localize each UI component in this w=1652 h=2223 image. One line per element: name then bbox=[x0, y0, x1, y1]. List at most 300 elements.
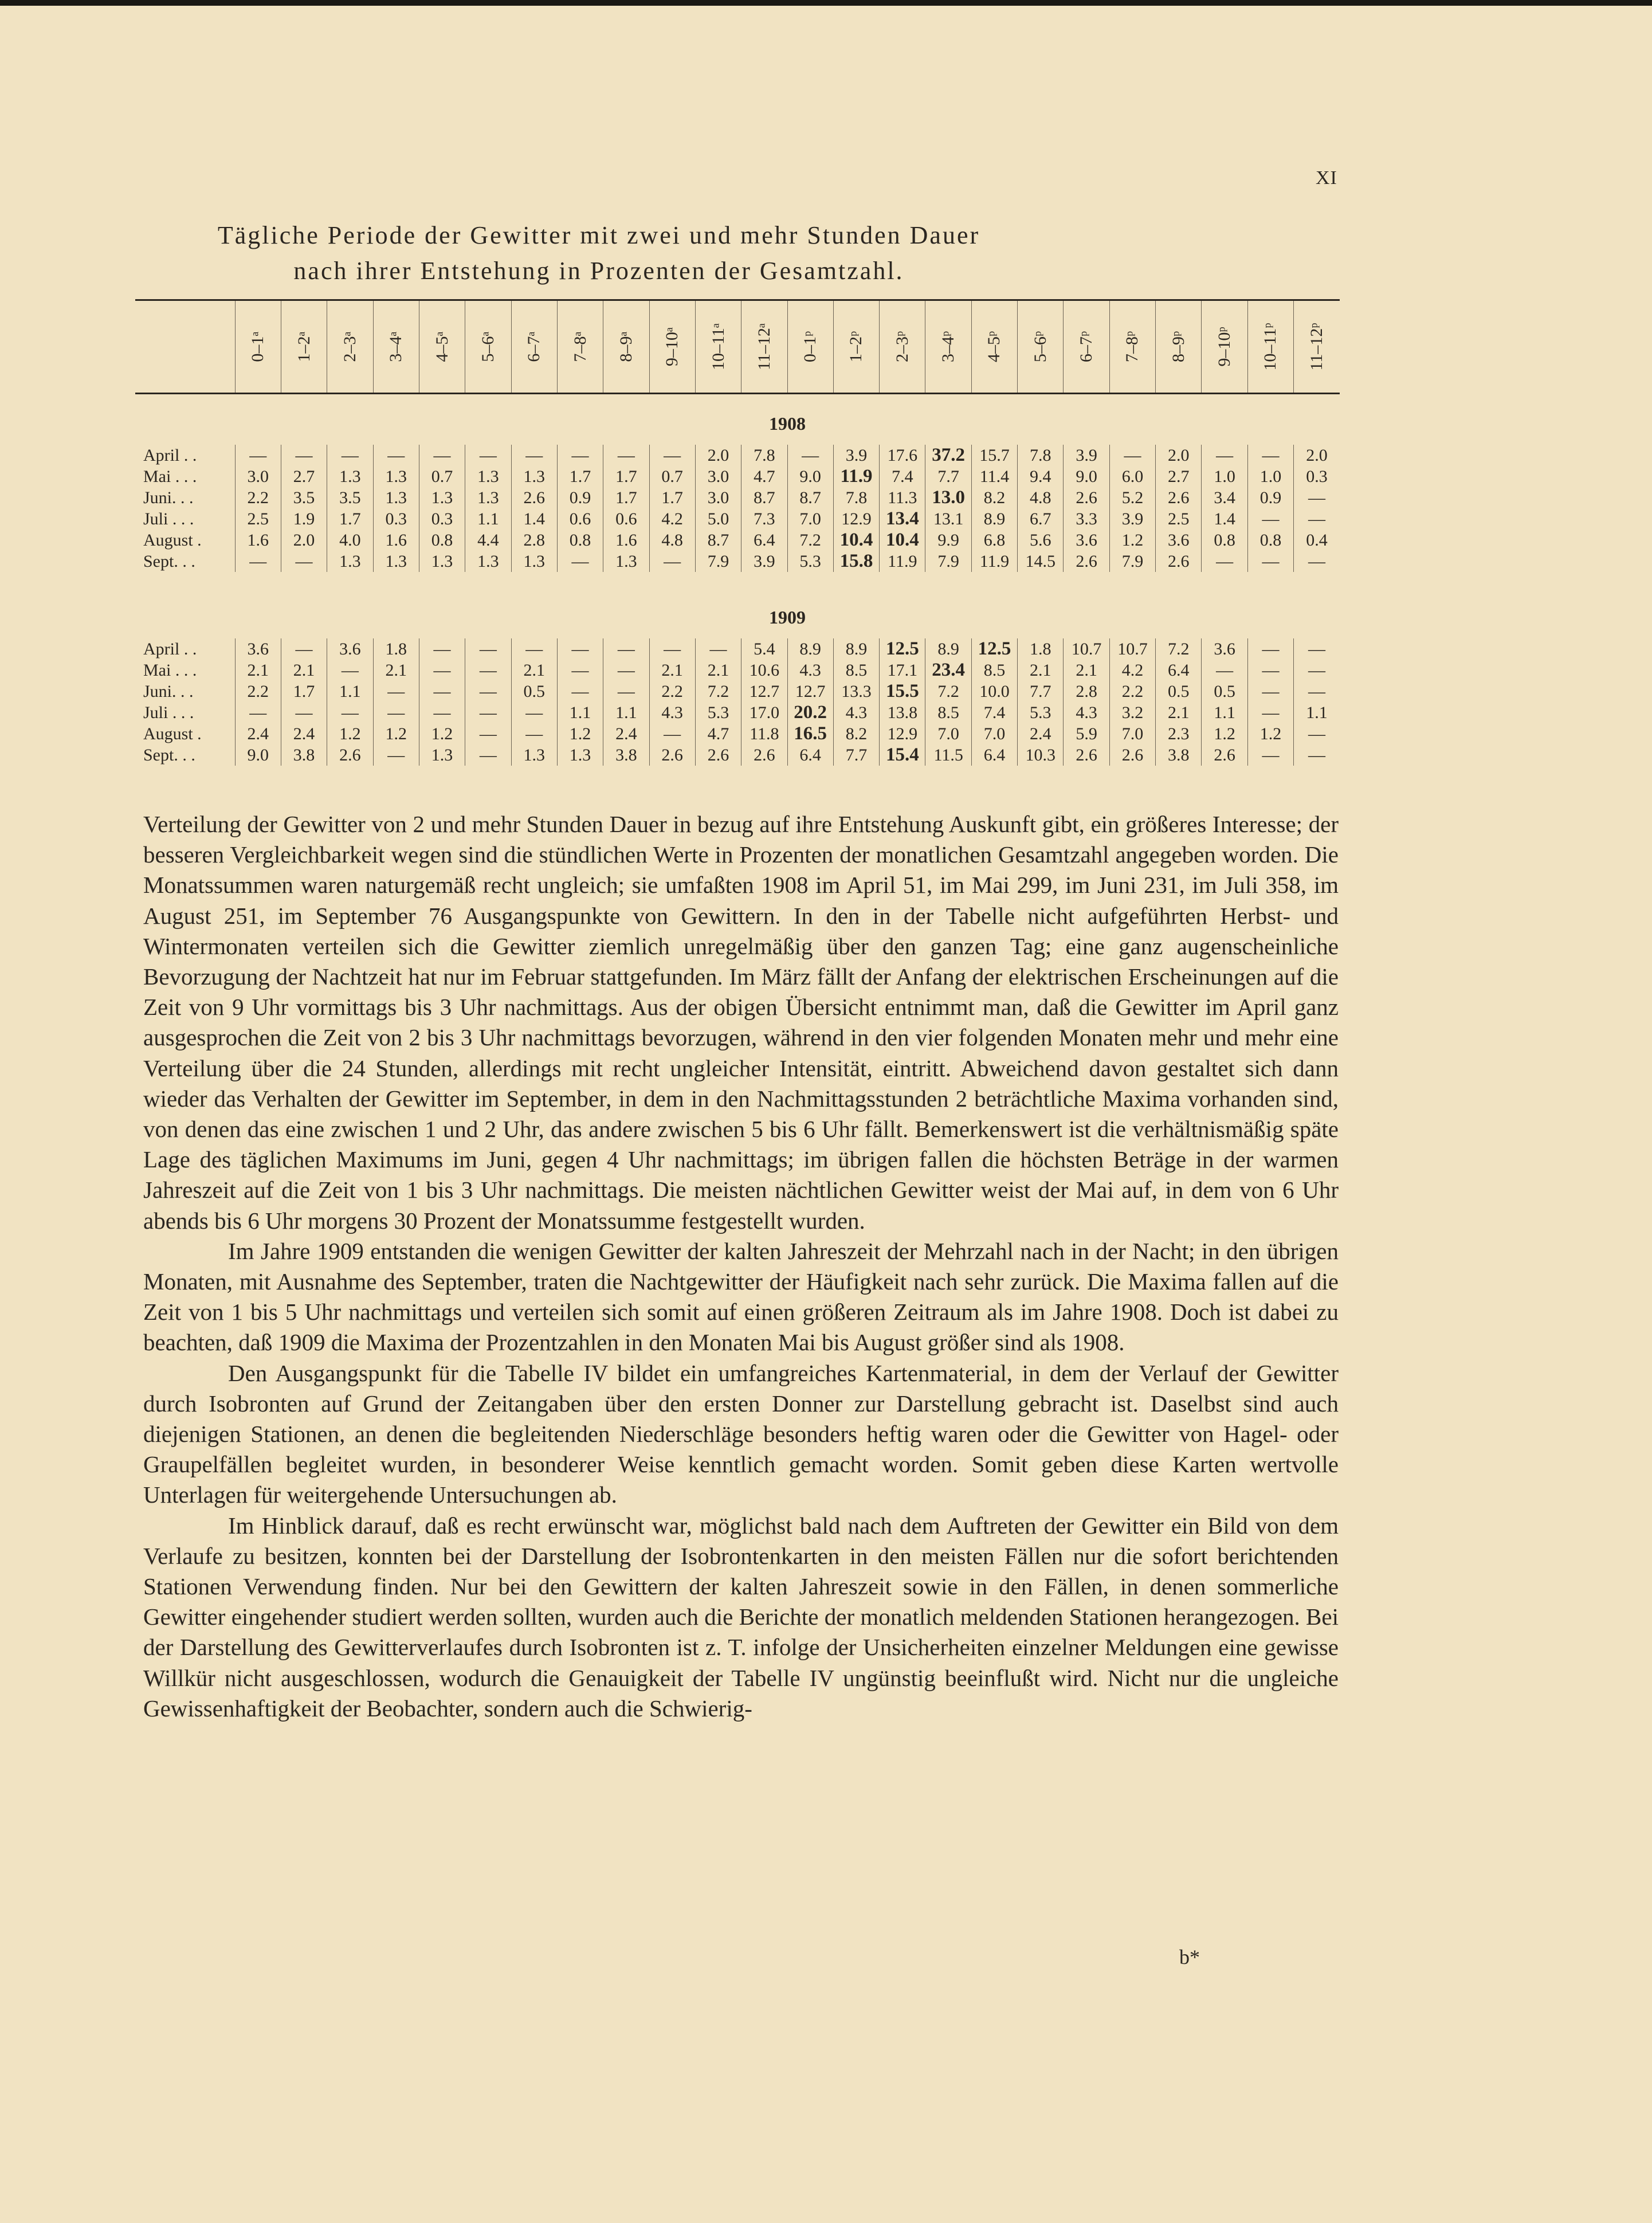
table-cell: 1.0 bbox=[1202, 466, 1247, 487]
table-cell: 5.4 bbox=[741, 638, 787, 660]
table-cell: 11.3 bbox=[880, 487, 925, 508]
table-cell: 15.4 bbox=[880, 744, 925, 766]
year-heading: 1909 bbox=[769, 606, 806, 628]
table-cell: 2.2 bbox=[1109, 681, 1155, 702]
month-label: Juli . . . bbox=[143, 703, 194, 722]
table-cell: 1.8 bbox=[1018, 638, 1064, 660]
table-cell: 1.1 bbox=[603, 702, 649, 723]
table-cell: 7.9 bbox=[1109, 551, 1155, 572]
table-cell: 1.4 bbox=[1202, 508, 1247, 530]
table-cell: 1.3 bbox=[557, 744, 603, 766]
table-cell: 2.6 bbox=[1109, 744, 1155, 766]
table-cell: 37.2 bbox=[925, 445, 971, 466]
table-cell: 6.0 bbox=[1109, 466, 1155, 487]
table-cell: 2.1 bbox=[649, 660, 695, 681]
table-row bbox=[135, 487, 1340, 508]
table-cell: 2.6 bbox=[741, 744, 787, 766]
table-cell: 2.0 bbox=[1156, 445, 1202, 466]
table-cell: 2.2 bbox=[235, 681, 281, 702]
table-cell: — bbox=[511, 723, 557, 744]
table-cell: 11.4 bbox=[971, 466, 1017, 487]
table-cell: 1.3 bbox=[419, 551, 465, 572]
table-cell: 8.9 bbox=[833, 638, 879, 660]
table-title-line-2: nach ihrer Entstehung in Prozenten der Gesamtzahl. bbox=[293, 257, 904, 285]
table-cell: 3.6 bbox=[327, 638, 373, 660]
table-cell: — bbox=[281, 702, 327, 723]
table-cell: 1.3 bbox=[511, 744, 557, 766]
column-header bbox=[281, 300, 327, 394]
table-cell: 10.0 bbox=[971, 681, 1017, 702]
table-cell: — bbox=[465, 681, 511, 702]
table-cell: 10.4 bbox=[833, 530, 879, 551]
month-label: August . bbox=[143, 531, 202, 550]
table-cell: 7.4 bbox=[971, 702, 1017, 723]
table-cell: 2.5 bbox=[1156, 508, 1202, 530]
table-cell: 2.1 bbox=[1156, 702, 1202, 723]
table-cell: 12.5 bbox=[880, 638, 925, 660]
table-cell: 1.3 bbox=[373, 466, 419, 487]
table-cell: 1.2 bbox=[557, 723, 603, 744]
table-cell: 7.0 bbox=[787, 508, 833, 530]
table-cell: — bbox=[1247, 551, 1293, 572]
table-cell: 4.7 bbox=[695, 723, 741, 744]
table-cell: 13.0 bbox=[925, 487, 971, 508]
table-cell: 11.9 bbox=[971, 551, 1017, 572]
table-cell: 3.8 bbox=[1156, 744, 1202, 766]
header-corner bbox=[135, 300, 235, 394]
column-header-label: 8–9ᵖ bbox=[1168, 331, 1188, 363]
table-cell: 3.8 bbox=[281, 744, 327, 766]
table-cell: 7.0 bbox=[925, 723, 971, 744]
table-cell: 8.5 bbox=[971, 660, 1017, 681]
table-cell: 6.4 bbox=[1156, 660, 1202, 681]
table-cell: 2.6 bbox=[1156, 551, 1202, 572]
table-cell: 3.0 bbox=[695, 487, 741, 508]
table-cell: 0.9 bbox=[1247, 487, 1293, 508]
table-cell: 3.8 bbox=[603, 744, 649, 766]
column-header-label: 3–4ᵃ bbox=[386, 331, 406, 362]
table-cell: 1.7 bbox=[649, 487, 695, 508]
table-cell: 7.7 bbox=[833, 744, 879, 766]
table-cell: 15.8 bbox=[833, 551, 879, 572]
table-cell: — bbox=[511, 445, 557, 466]
table-cell: — bbox=[281, 638, 327, 660]
table-cell: — bbox=[1109, 445, 1155, 466]
table-cell: 2.1 bbox=[1018, 660, 1064, 681]
table-cell: 1.7 bbox=[603, 487, 649, 508]
month-label: Juli . . . bbox=[143, 509, 194, 528]
table-row bbox=[135, 744, 1340, 766]
month-label: Sept. . . bbox=[143, 746, 195, 764]
table-cell: 1.3 bbox=[327, 466, 373, 487]
table-cell: 1.3 bbox=[373, 551, 419, 572]
table-cell: 5.3 bbox=[695, 702, 741, 723]
table-cell: — bbox=[235, 702, 281, 723]
table-cell: 14.5 bbox=[1018, 551, 1064, 572]
table-cell: 11.9 bbox=[833, 466, 879, 487]
table-cell: — bbox=[787, 445, 833, 466]
table-cell: — bbox=[235, 551, 281, 572]
table-cell: 2.6 bbox=[1064, 551, 1109, 572]
table-cell: — bbox=[1202, 445, 1247, 466]
month-label: April . . bbox=[143, 640, 197, 658]
body-text bbox=[143, 809, 1339, 1724]
table-cell: 5.3 bbox=[1018, 702, 1064, 723]
table-row bbox=[135, 702, 1340, 723]
table-cell: 6.8 bbox=[971, 530, 1017, 551]
table-cell: — bbox=[419, 681, 465, 702]
table-cell: 2.6 bbox=[695, 744, 741, 766]
table-row bbox=[135, 681, 1340, 702]
table-cell: 1.3 bbox=[465, 466, 511, 487]
table-cell: — bbox=[327, 702, 373, 723]
paragraph-1: Verteilung der Gewitter von 2 und mehr Stunden Dauer in bezug auf ihre Entstehung Auskunft gibt, ein größeres Interesse; der besseren Vergleichbarkeit wegen sind die stündlichen Werte in Prozenten der monatlichen Gesamtzahl angegeben worden. Die Monatssummen waren naturgemäß recht ungleich; sie umfaßten 1908 im April 51, im Mai 299, im Juni 231, im Juli 358, im August 251, im September 76 Ausgangspunkte von Gewittern. In den in der Tabelle nicht aufgeführten Herbst- und Wintermonaten verteilen sich die Gewitter ziemlich unregelmäßig über den ganzen Tag; eine ganz augenscheinliche Bevorzugung der Nachtzeit hat nur im Februar stattgefunden. Im März fällt der Anfang der elektrischen Erscheinungen auf die Zeit von 9 Uhr vormittags bis 3 Uhr nachmittags. Aus der obigen Übersicht entnimmt man, daß die Gewitter im April ganz ausgesprochen die Zeit von 2 bis 3 Uhr nachmittags bevorzugen, während in den vier folgenden Monaten mehr und mehr eine Verteilung über die 24 Stunden, allerdings mit recht ungleicher Intensität, eintritt. Abweichend davon gestaltet sich dann wieder das Verhalten der Gewitter im September, in dem in den Nachmittagsstunden 2 beträchtliche Maxima vorhanden sind, von denen das eine zwischen 1 und 2 Uhr, das andere zwischen 5 bis 6 Uhr fällt. Bemerkenswert ist die verhältnismäßig späte Lage des täglichen Maximums im Juni, gegen 4 Uhr nachmittags; im übrigen fallen die höchsten Beträge in der warmen Jahreszeit auf die Zeit von 1 bis 3 Uhr nachmittags. Die meisten nächtlichen Gewitter weist der Mai auf, in dem von 6 Uhr abends bis 6 Uhr morgens 30 Prozent der Monatssumme festgestellt wurden. bbox=[143, 811, 1339, 1234]
table-cell: 2.1 bbox=[511, 660, 557, 681]
table-cell: 0.7 bbox=[649, 466, 695, 487]
table-cell: 8.5 bbox=[833, 660, 879, 681]
month-label: Mai . . . bbox=[143, 467, 197, 486]
month-label: Juni. . . bbox=[143, 488, 194, 507]
column-header bbox=[1247, 300, 1293, 394]
table-cell: 3.4 bbox=[1202, 487, 1247, 508]
column-header-label: 8–9ᵃ bbox=[616, 331, 635, 362]
table-cell: 7.7 bbox=[1018, 681, 1064, 702]
table-cell: — bbox=[373, 681, 419, 702]
table-cell: 1.3 bbox=[419, 487, 465, 508]
table-cell: 2.0 bbox=[281, 530, 327, 551]
table-row bbox=[135, 530, 1340, 551]
table-cell: — bbox=[419, 445, 465, 466]
table-cell: — bbox=[1202, 551, 1247, 572]
table-cell: — bbox=[281, 445, 327, 466]
table-cell: 7.2 bbox=[787, 530, 833, 551]
table-cell: — bbox=[373, 744, 419, 766]
table-cell: 3.5 bbox=[327, 487, 373, 508]
table-cell: — bbox=[235, 445, 281, 466]
table-cell: 0.3 bbox=[1294, 466, 1340, 487]
table-cell: 8.2 bbox=[971, 487, 1017, 508]
table-cell: 2.6 bbox=[511, 487, 557, 508]
table-cell: 0.3 bbox=[419, 508, 465, 530]
table-cell: 5.0 bbox=[695, 508, 741, 530]
table-cell: 0.5 bbox=[1156, 681, 1202, 702]
table-cell: 10.7 bbox=[1109, 638, 1155, 660]
signature-mark: b* bbox=[1179, 1946, 1200, 1969]
table-cell: — bbox=[465, 744, 511, 766]
table-cell: 2.2 bbox=[649, 681, 695, 702]
table-cell: 4.7 bbox=[741, 466, 787, 487]
table-cell: 8.7 bbox=[695, 530, 741, 551]
column-header-label: 0–1ᵖ bbox=[801, 331, 820, 363]
table-cell: 1.2 bbox=[1202, 723, 1247, 744]
table-cell: — bbox=[465, 702, 511, 723]
table-cell: — bbox=[1247, 660, 1293, 681]
table-cell: — bbox=[511, 702, 557, 723]
table-cell: — bbox=[1294, 744, 1340, 766]
table-cell: 6.4 bbox=[971, 744, 1017, 766]
column-header bbox=[695, 300, 741, 394]
table-cell: 2.1 bbox=[235, 660, 281, 681]
column-header bbox=[557, 300, 603, 394]
table-cell: — bbox=[603, 445, 649, 466]
table-cell: — bbox=[465, 638, 511, 660]
table-cell: — bbox=[603, 681, 649, 702]
table-cell: 1.7 bbox=[281, 681, 327, 702]
column-header-label: 9–10ᵖ bbox=[1215, 327, 1234, 367]
table-cell: 0.3 bbox=[373, 508, 419, 530]
table-row bbox=[135, 445, 1340, 466]
table-cell: 9.4 bbox=[1018, 466, 1064, 487]
table-cell: 7.2 bbox=[1156, 638, 1202, 660]
table-cell: 9.0 bbox=[235, 744, 281, 766]
column-header bbox=[925, 300, 971, 394]
table-cell: 2.4 bbox=[1018, 723, 1064, 744]
table-cell: 2.6 bbox=[1202, 744, 1247, 766]
table-cell: — bbox=[419, 660, 465, 681]
table-cell: 7.4 bbox=[880, 466, 925, 487]
table-cell: 3.9 bbox=[1064, 445, 1109, 466]
table-cell: 2.6 bbox=[1064, 744, 1109, 766]
column-header bbox=[649, 300, 695, 394]
column-header bbox=[511, 300, 557, 394]
table-cell: 1.3 bbox=[373, 487, 419, 508]
table-cell: 0.8 bbox=[1247, 530, 1293, 551]
table-cell: 10.4 bbox=[880, 530, 925, 551]
column-header bbox=[1202, 300, 1247, 394]
table-cell: 1.7 bbox=[557, 466, 603, 487]
table-cell: 16.5 bbox=[787, 723, 833, 744]
table-cell: — bbox=[281, 551, 327, 572]
column-header-label: 6–7ᵃ bbox=[524, 331, 544, 362]
table-cell: 23.4 bbox=[925, 660, 971, 681]
table-cell: 12.7 bbox=[787, 681, 833, 702]
table-cell: 17.0 bbox=[741, 702, 787, 723]
column-header-label: 3–4ᵖ bbox=[939, 331, 958, 363]
table-cell: 9.9 bbox=[925, 530, 971, 551]
column-header-label: 4–5ᵖ bbox=[984, 331, 1004, 363]
paragraph-2: Im Jahre 1909 entstanden die wenigen Gewitter der kalten Jahreszeit der Mehrzahl nach in der Nacht; in den übrigen Monaten, mit Ausnahme des September, traten die Nachtgewitter der Häufigkeit nach sehr zurück. Die Maxima fallen auf die Zeit von 1 bis 5 Uhr nachmittags und verteilen sich somit auf einen größeren Zeitraum als im Jahre 1908. Doch ist dabei zu beachten, daß 1909 die Maxima der Prozentzahlen in den Monaten Mai bis August größer sind als 1908. bbox=[143, 1237, 1339, 1356]
table-cell: 4.8 bbox=[1018, 487, 1064, 508]
year-heading: 1908 bbox=[769, 413, 806, 434]
table-cell: 2.0 bbox=[695, 445, 741, 466]
month-label: Mai . . . bbox=[143, 661, 197, 680]
table-title-line-1: Tägliche Periode der Gewitter mit zwei und mehr Stunden Dauer bbox=[217, 221, 980, 249]
table-cell: — bbox=[465, 660, 511, 681]
table-cell: 4.0 bbox=[327, 530, 373, 551]
table-cell: 1.2 bbox=[1247, 723, 1293, 744]
table-cell: 7.7 bbox=[925, 466, 971, 487]
table-cell: — bbox=[419, 702, 465, 723]
table-cell: 8.7 bbox=[787, 487, 833, 508]
table-cell: 7.9 bbox=[925, 551, 971, 572]
table-cell: 11.5 bbox=[925, 744, 971, 766]
column-header-label: 9–10ᵃ bbox=[662, 327, 682, 367]
table-cell: — bbox=[327, 445, 373, 466]
table-cell: 2.6 bbox=[327, 744, 373, 766]
table-cell: 3.6 bbox=[1202, 638, 1247, 660]
table-cell: 1.6 bbox=[235, 530, 281, 551]
table-cell: 12.9 bbox=[880, 723, 925, 744]
table-cell: 2.1 bbox=[373, 660, 419, 681]
table-cell: — bbox=[1202, 660, 1247, 681]
table-cell: 3.2 bbox=[1109, 702, 1155, 723]
table-cell: 7.9 bbox=[695, 551, 741, 572]
table-cell: 2.0 bbox=[1294, 445, 1340, 466]
table-cell: 7.3 bbox=[741, 508, 787, 530]
table-cell: 1.2 bbox=[373, 723, 419, 744]
table-cell: 3.6 bbox=[235, 638, 281, 660]
month-label: Juni. . . bbox=[143, 682, 194, 701]
table-cell: — bbox=[1294, 551, 1340, 572]
table-cell: 1.3 bbox=[419, 744, 465, 766]
table-cell: 2.1 bbox=[695, 660, 741, 681]
table-cell: 7.0 bbox=[1109, 723, 1155, 744]
month-label: April . . bbox=[143, 446, 197, 465]
table-cell: 4.2 bbox=[649, 508, 695, 530]
table-cell: — bbox=[1247, 702, 1293, 723]
table-cell: 0.4 bbox=[1294, 530, 1340, 551]
table-cell: 13.3 bbox=[833, 681, 879, 702]
table-cell: — bbox=[649, 551, 695, 572]
table-cell: 2.8 bbox=[511, 530, 557, 551]
table-cell: 1.2 bbox=[419, 723, 465, 744]
column-header-label: 1–2ᵃ bbox=[294, 331, 313, 362]
table-cell: — bbox=[419, 638, 465, 660]
table-cell: — bbox=[1247, 681, 1293, 702]
table-cell: 5.9 bbox=[1064, 723, 1109, 744]
table-cell: 13.4 bbox=[880, 508, 925, 530]
year-gap bbox=[135, 572, 1340, 588]
table-cell: — bbox=[1294, 723, 1340, 744]
table-cell: 7.0 bbox=[971, 723, 1017, 744]
table-cell: — bbox=[1247, 638, 1293, 660]
table-cell: — bbox=[603, 660, 649, 681]
table-cell: — bbox=[1247, 508, 1293, 530]
column-header-label: 7–8ᵃ bbox=[570, 331, 590, 362]
column-header-label: 2–3ᵃ bbox=[340, 331, 359, 362]
column-header bbox=[419, 300, 465, 394]
table-cell: — bbox=[373, 445, 419, 466]
table-cell: — bbox=[511, 638, 557, 660]
table-cell: 15.7 bbox=[971, 445, 1017, 466]
table-cell: 5.3 bbox=[787, 551, 833, 572]
table-cell: 2.6 bbox=[649, 744, 695, 766]
table-cell: 1.3 bbox=[511, 551, 557, 572]
table-cell: 0.5 bbox=[1202, 681, 1247, 702]
column-header-label: 5–6ᵖ bbox=[1030, 331, 1050, 363]
table-cell: 8.9 bbox=[925, 638, 971, 660]
table-row bbox=[135, 638, 1340, 660]
table-row bbox=[135, 508, 1340, 530]
table-cell: 1.6 bbox=[603, 530, 649, 551]
table-cell: 12.5 bbox=[971, 638, 1017, 660]
table-header-row bbox=[135, 300, 1340, 394]
column-header bbox=[741, 300, 787, 394]
table-cell: — bbox=[557, 445, 603, 466]
table-cell: 1.0 bbox=[1247, 466, 1293, 487]
column-header-label: 7–8ᵖ bbox=[1123, 331, 1142, 363]
table-cell: 10.3 bbox=[1018, 744, 1064, 766]
table-cell: 8.5 bbox=[925, 702, 971, 723]
table-cell: 1.6 bbox=[373, 530, 419, 551]
table-cell: 17.1 bbox=[880, 660, 925, 681]
table-row bbox=[135, 551, 1340, 572]
table-cell: 2.8 bbox=[1064, 681, 1109, 702]
column-header-label: 10–11ᵃ bbox=[708, 323, 728, 371]
table-cell: 1.1 bbox=[557, 702, 603, 723]
table-cell: 2.6 bbox=[1156, 487, 1202, 508]
year-heading-row bbox=[135, 394, 1340, 445]
column-header bbox=[1294, 300, 1340, 394]
table-cell: 2.1 bbox=[1064, 660, 1109, 681]
table-cell: 12.7 bbox=[741, 681, 787, 702]
column-header bbox=[1018, 300, 1064, 394]
column-header bbox=[1109, 300, 1155, 394]
table-cell: — bbox=[557, 638, 603, 660]
column-header-label: 1–2ᵖ bbox=[846, 331, 866, 363]
page-top-edge bbox=[0, 0, 1652, 6]
table-cell: — bbox=[1294, 487, 1340, 508]
table-cell: 1.7 bbox=[603, 466, 649, 487]
table-cell: 15.5 bbox=[880, 681, 925, 702]
table-cell: 2.1 bbox=[281, 660, 327, 681]
table-cell: 2.7 bbox=[281, 466, 327, 487]
paragraph-4: Im Hinblick darauf, daß es recht erwünscht war, möglichst bald nach dem Auftreten der Gewitter ein Bild von dem Verlaufe zu besitzen, konnten bei der Darstellung der Isobrontenkarten in den meisten Fällen nur die sofort berichtenden Stationen Verwendung finden. Nur bei den Gewittern der kalten Jahreszeit sowie in den Fällen, in denen sommerliche Gewitter eingehender studiert werden sollten, wurden auch die Berichte der monatlich meldenden Stationen herangezogen. Bei der Darstellung des Gewitterverlaufes durch Isobronten ist z. T. infolge der Unsicherheiten einzelner Meldungen eine gewisse Willkür nicht ausgeschlossen, wodurch die Genauigkeit der Tabelle IV ungünstig beeinflußt wird. Nicht nur die ungleiche Gewissenhaftigkeit der Beobachter, sondern auch die Schwierig- bbox=[143, 1512, 1339, 1722]
table-title bbox=[0, 218, 1198, 289]
table-cell: 6.4 bbox=[787, 744, 833, 766]
table-cell: 2.2 bbox=[235, 487, 281, 508]
column-header bbox=[603, 300, 649, 394]
column-header-label: 10–11ᵖ bbox=[1261, 323, 1280, 371]
table-cell: 1.2 bbox=[327, 723, 373, 744]
table-cell: 0.5 bbox=[511, 681, 557, 702]
table-cell: 7.2 bbox=[925, 681, 971, 702]
table-cell: 1.7 bbox=[327, 508, 373, 530]
table-cell: 8.7 bbox=[741, 487, 787, 508]
column-header bbox=[373, 300, 419, 394]
table-cell: 17.6 bbox=[880, 445, 925, 466]
table-cell: 4.3 bbox=[787, 660, 833, 681]
table-cell: 10.6 bbox=[741, 660, 787, 681]
paragraph-3: Den Ausgangspunkt für die Tabelle IV bildet ein umfangreiches Kartenmaterial, in dem der Verlauf der Gewitter durch Isobronten auf Grund der Zeitangaben über den ersten Donner zur Darstellung gebracht ist. Daselbst sind auch diejenigen Stationen, an denen die begleitenden Niederschläge besonders heftig waren oder die Gewitter von Hagel- oder Graupelfällen begleitet wurden, in besonderer Weise kenntlich gemacht worden. Somit geben diese Karten wertvolle Unterlagen für weitergehende Untersuchungen ab. bbox=[143, 1359, 1339, 1508]
table-cell: 1.3 bbox=[465, 487, 511, 508]
table-cell: 0.7 bbox=[419, 466, 465, 487]
column-header-label: 0–1ᵃ bbox=[248, 331, 268, 362]
table-cell: 12.9 bbox=[833, 508, 879, 530]
table-cell: — bbox=[1247, 445, 1293, 466]
table-cell: 0.6 bbox=[557, 508, 603, 530]
column-header bbox=[327, 300, 373, 394]
column-header-label: 5–6ᵃ bbox=[478, 331, 497, 362]
table-cell: 8.9 bbox=[787, 638, 833, 660]
table-cell: 0.6 bbox=[603, 508, 649, 530]
table-cell: 11.9 bbox=[880, 551, 925, 572]
table-cell: 2.4 bbox=[281, 723, 327, 744]
table-cell: 10.7 bbox=[1064, 638, 1109, 660]
table-cell: — bbox=[603, 638, 649, 660]
column-header bbox=[833, 300, 879, 394]
table-cell: 2.6 bbox=[1064, 487, 1109, 508]
column-header-label: 11–12ᵃ bbox=[754, 323, 774, 371]
daily-period-table bbox=[135, 299, 1340, 766]
table-cell: — bbox=[557, 681, 603, 702]
table-cell: — bbox=[649, 723, 695, 744]
table-cell: 3.5 bbox=[281, 487, 327, 508]
table-cell: — bbox=[1294, 508, 1340, 530]
table-cell: 1.3 bbox=[511, 466, 557, 487]
table-cell: 7.2 bbox=[695, 681, 741, 702]
table-cell: — bbox=[465, 723, 511, 744]
